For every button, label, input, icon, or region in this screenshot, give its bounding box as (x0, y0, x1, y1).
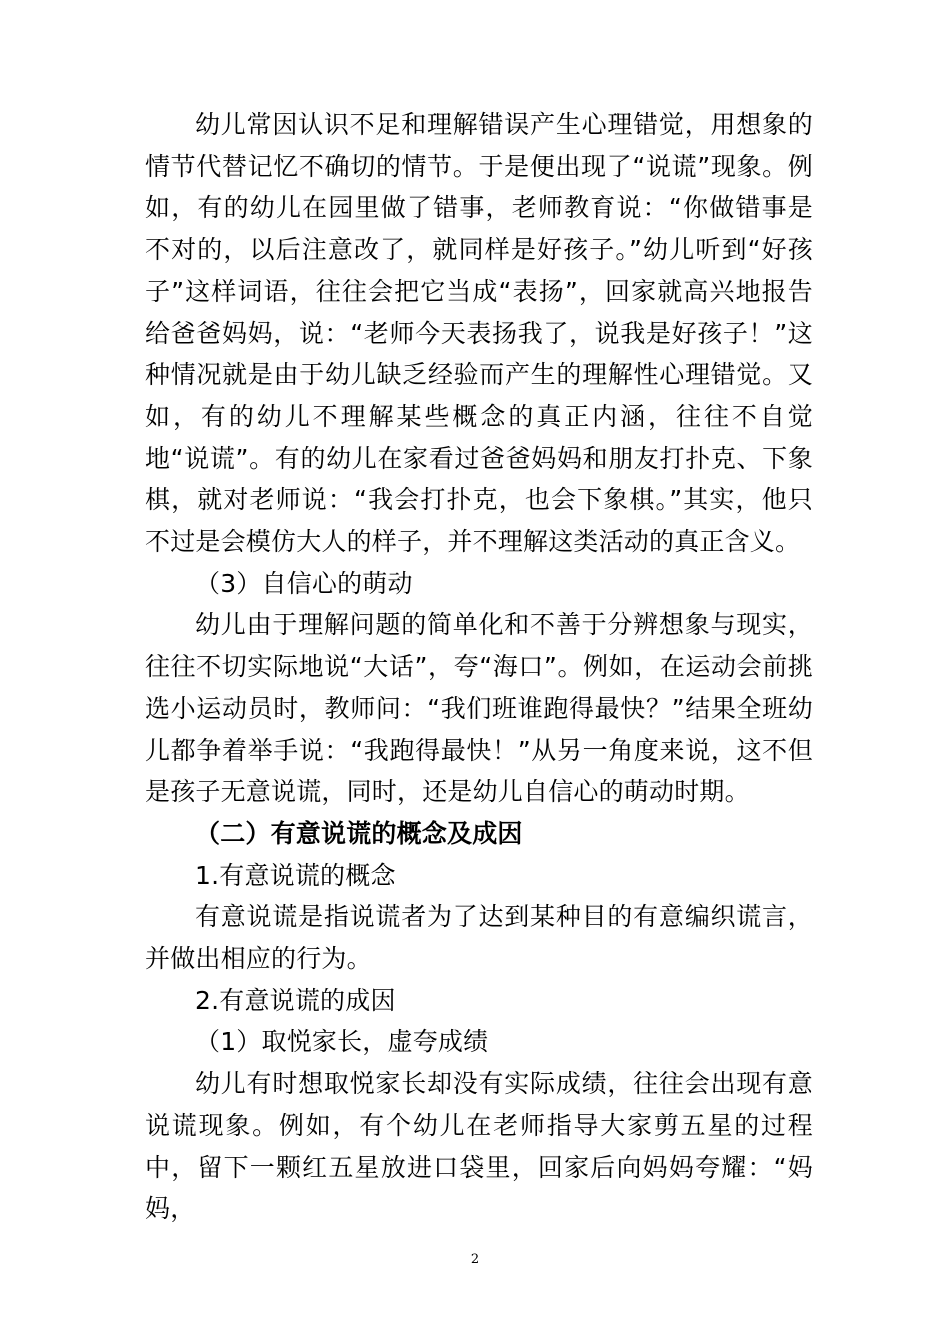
section-heading-intentional-lying: （二）有意说谎的概念及成因 (195, 818, 523, 848)
page-number: 2 (470, 1252, 480, 1267)
subheading-concept: 1.有意说谎的概念 (195, 860, 396, 890)
paragraph-concept: 有意说谎是指说谎者为了达到某种目的有意编织谎言，并做出相应的行为。 (145, 902, 813, 974)
paragraph-self-confidence: 幼儿由于理解问题的简单化和不善于分辨想象与现实，往往不切实际地说“大话”，夸“海口”。例如，在运动会前挑选小运动员时，教师问：“我们班谁跑得最快？”结果全班幼儿都争着举手说：“我跑得最快！”从另一角度来说，这不但是孩子无意说谎，同时，还是幼儿自信心的萌动时期。 (145, 610, 813, 807)
document-body (145, 104, 813, 1230)
subheading-please-parents: （1）取悦家长，虚夸成绩 (195, 1027, 489, 1057)
paragraph-please-parents: 幼儿有时想取悦家长却没有实际成绩，往往会出现有意说谎现象。例如，有个幼儿在老师指导大家剪五星的过程中，留下一颗红五星放进口袋里，回家后向妈妈夸耀：“妈妈， (145, 1069, 813, 1224)
paragraph-false-memory: 幼儿常因认识不足和理解错误产生心理错觉，用想象的情节代替记忆不确切的情节。于是便出现了“说谎”现象。例如，有的幼儿在园里做了错事，老师教育说：“你做错事是不对的，以后注意改了，就同样是好孩子。”幼儿听到“好孩子”这样词语，往往会把它当成“表扬”，回家就高兴地报告给爸爸妈妈，说：“老师今天表扬我了，说我是好孩子！”这种情况就是由于幼儿缺乏经验而产生的理解性心理错觉。又如，有的幼儿不理解某些概念的真正内涵，往往不自觉地“说谎”。有的幼儿在家看过爸爸妈妈和朋友打扑克、下象棋，就对老师说：“我会打扑克，也会下象棋。”其实，他只不过是会模仿大人的样子，并不理解这类活动的真正含义。 (145, 110, 813, 557)
subheading-self-confidence: （3）自信心的萌动 (195, 568, 413, 598)
subheading-causes: 2.有意说谎的成因 (195, 985, 396, 1015)
